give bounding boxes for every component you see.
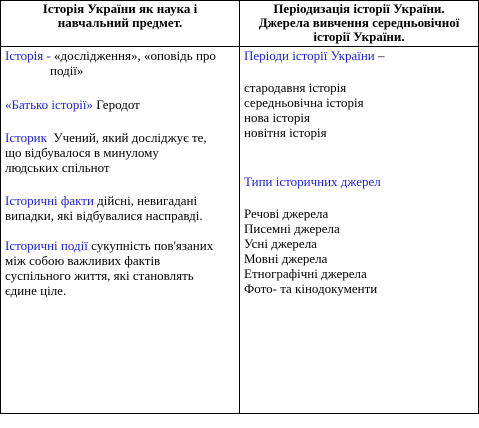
definition-historian-line-2: що відбувалося в минулому — [5, 145, 159, 160]
right-header-line-1: Періодизація історії України. — [273, 1, 445, 16]
term-block-historical-facts — [5, 193, 239, 223]
right-header-line-3: історії України. — [313, 29, 405, 44]
list-item: новітня історія — [244, 125, 327, 140]
list-item: Писемні джерела — [244, 221, 340, 236]
list-item: Фото- та кінодокументи — [244, 281, 378, 296]
term-history: Історія — [5, 48, 44, 63]
right-header-line-2: Джерела вивчення середньовічної — [258, 15, 460, 30]
list-item: Речові джерела — [244, 206, 329, 221]
left-column-header — [1, 1, 240, 47]
term-block-historian — [5, 130, 239, 175]
list-item: Мовні джерела — [244, 251, 328, 266]
definition-historical-facts-line-2: випадки, які відбувалися насправді. — [5, 208, 203, 223]
term-father-of-history: «Батько історії» — [5, 97, 94, 112]
right-column-header — [240, 1, 479, 47]
definition-historian-line-3: людських спільнот — [5, 160, 110, 175]
definition-history-line-2: події» — [50, 63, 84, 78]
table-body-row — [1, 47, 479, 414]
term-block-father-of-history — [5, 97, 239, 112]
list-item: Усні джерела — [244, 236, 317, 251]
term-historian: Історик — [5, 130, 47, 145]
term-block-historical-events — [5, 238, 239, 298]
right-column-body — [240, 47, 479, 414]
term-historical-facts: Історичні факти — [5, 193, 94, 208]
left-column-body — [1, 47, 240, 414]
term-historical-events: Історичні події — [5, 238, 88, 253]
left-header-line-2: навчальний предмет. — [57, 15, 183, 30]
definition-historical-facts-line-1: дійсні, невигадані — [97, 193, 198, 208]
periods-list — [244, 80, 478, 140]
sources-heading: Типи історичних джерел — [244, 174, 381, 189]
list-item: нова історія — [244, 110, 310, 125]
definition-father-of-history: Геродот — [96, 97, 140, 112]
periods-heading: Періоди історії України – — [244, 48, 385, 63]
definition-historical-events-line-2: між собою важливих фактів — [5, 253, 161, 268]
definition-historian-line-1: Учений, який досліджує те, — [53, 130, 207, 145]
table-header-row — [1, 1, 479, 47]
list-item: Етнографічні джерела — [244, 266, 367, 281]
list-item: стародавня історія — [244, 80, 347, 95]
term-block-history: Історія - «дослідження», «оповідь про події» — [5, 48, 239, 78]
list-item: середньовічна історія — [244, 95, 364, 110]
sources-list — [244, 206, 478, 296]
definition-history-line-1: «дослідження», «оповідь про — [54, 48, 216, 63]
definition-historical-events-line-1: сукупність пов'язаних — [91, 238, 214, 253]
definition-historical-events-line-3: суспільного життя, які становлять — [5, 268, 194, 283]
left-header-line-1: Історія України як наука і — [42, 1, 198, 16]
definition-historical-events-line-4: єдине ціле. — [5, 283, 67, 298]
